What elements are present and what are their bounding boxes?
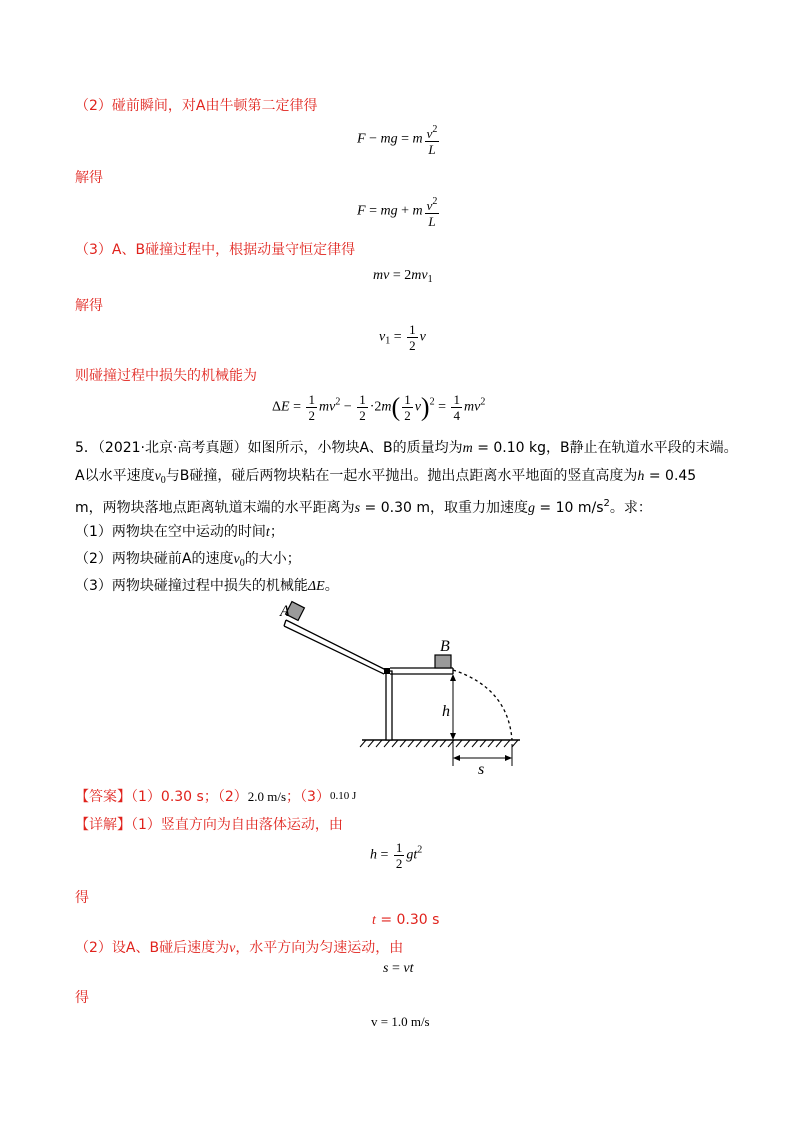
physics-diagram xyxy=(270,598,530,776)
jiede-label-1: 解得 xyxy=(75,170,103,186)
v-result: v = 1.0 m/s xyxy=(371,1014,430,1029)
answer-tag: 【答案】 xyxy=(75,789,131,805)
equation-force-result: F = mg + m $\frac{v^2}{L}$ xyxy=(357,196,438,229)
label-h: h xyxy=(442,703,450,720)
question-2: （2）两物块碰前A的速度$v_0$的大小； xyxy=(75,551,301,569)
track-junction xyxy=(384,668,390,674)
detail-tag: 【详解】 xyxy=(75,817,131,833)
problem-line-1: 5．（2021·北京·高考真题）如图所示，小物块A、B的质量均为m = 0.10 kg，B静止在轨道水平段的末端。 xyxy=(75,440,738,456)
de-label-1: 得 xyxy=(75,890,89,906)
t-result: t = 0.30 s xyxy=(372,912,440,928)
part3-heading: （3）A、B碰撞过程中，根据动量守恒定律得 xyxy=(75,242,356,258)
equation-uniform: s = vt xyxy=(383,961,414,976)
equation-momentum: mv = $2mv_1$ xyxy=(373,268,433,285)
label-s: s xyxy=(478,761,485,776)
problem-line-2: A以水平速度$v_0$与B碰撞，碰后两物块粘在一起水平抛出。抛出点距离水平地面的竖直高度为h = 0.45 xyxy=(75,468,697,486)
answer-line: 【答案】（1）0.30 s；（2）2.0 m/s；（3）0.10 J xyxy=(75,789,357,805)
de-label-2: 得 xyxy=(75,990,89,1006)
equation-v1: $v_1$ = $\frac{1}{2}$ v xyxy=(379,322,426,353)
trajectory-dashed xyxy=(453,670,512,740)
support-post xyxy=(386,671,392,740)
part2-heading: （2）碰前瞬间，对A由牛顿第二定律得 xyxy=(75,98,318,114)
loss-heading: 则碰撞过程中损失的机械能为 xyxy=(75,368,257,384)
detail-line-1: 【详解】（1）竖直方向为自由落体运动，由 xyxy=(75,817,343,833)
question-1: （1）两物块在空中运动的时间t； xyxy=(75,524,284,540)
equation-freefall: h = $\frac{1}{2}$ $gt^2$ xyxy=(370,840,423,871)
detail-line-2: （2）设A、B碰后速度为v，水平方向为匀速运动，由 xyxy=(75,940,404,956)
label-a: A xyxy=(280,603,290,620)
equation-energy-loss: ΔE = $\frac{1}{2}$ $mv^2$ − $\frac{1}{2}$ ·2m( $\frac{1}{2}$ v)$^2$ = $\frac{1}{4}$ $mv^2$ xyxy=(272,392,486,423)
inclined-track xyxy=(286,620,386,670)
jiede-label-2: 解得 xyxy=(75,298,103,314)
equation-newton: F − mg = m $\frac{v^2}{L}$ xyxy=(357,124,438,157)
ground-hatch xyxy=(360,740,518,747)
problem-line-3: m，两物块落地点距离轨道末端的水平距离为s = 0.30 m，取重力加速度g = 10 $m/s^2$。求： xyxy=(75,498,652,516)
question-3: （3）两物块碰撞过程中损失的机械能ΔE。 xyxy=(75,578,339,594)
block-b xyxy=(435,655,451,668)
label-b: B xyxy=(440,638,450,655)
